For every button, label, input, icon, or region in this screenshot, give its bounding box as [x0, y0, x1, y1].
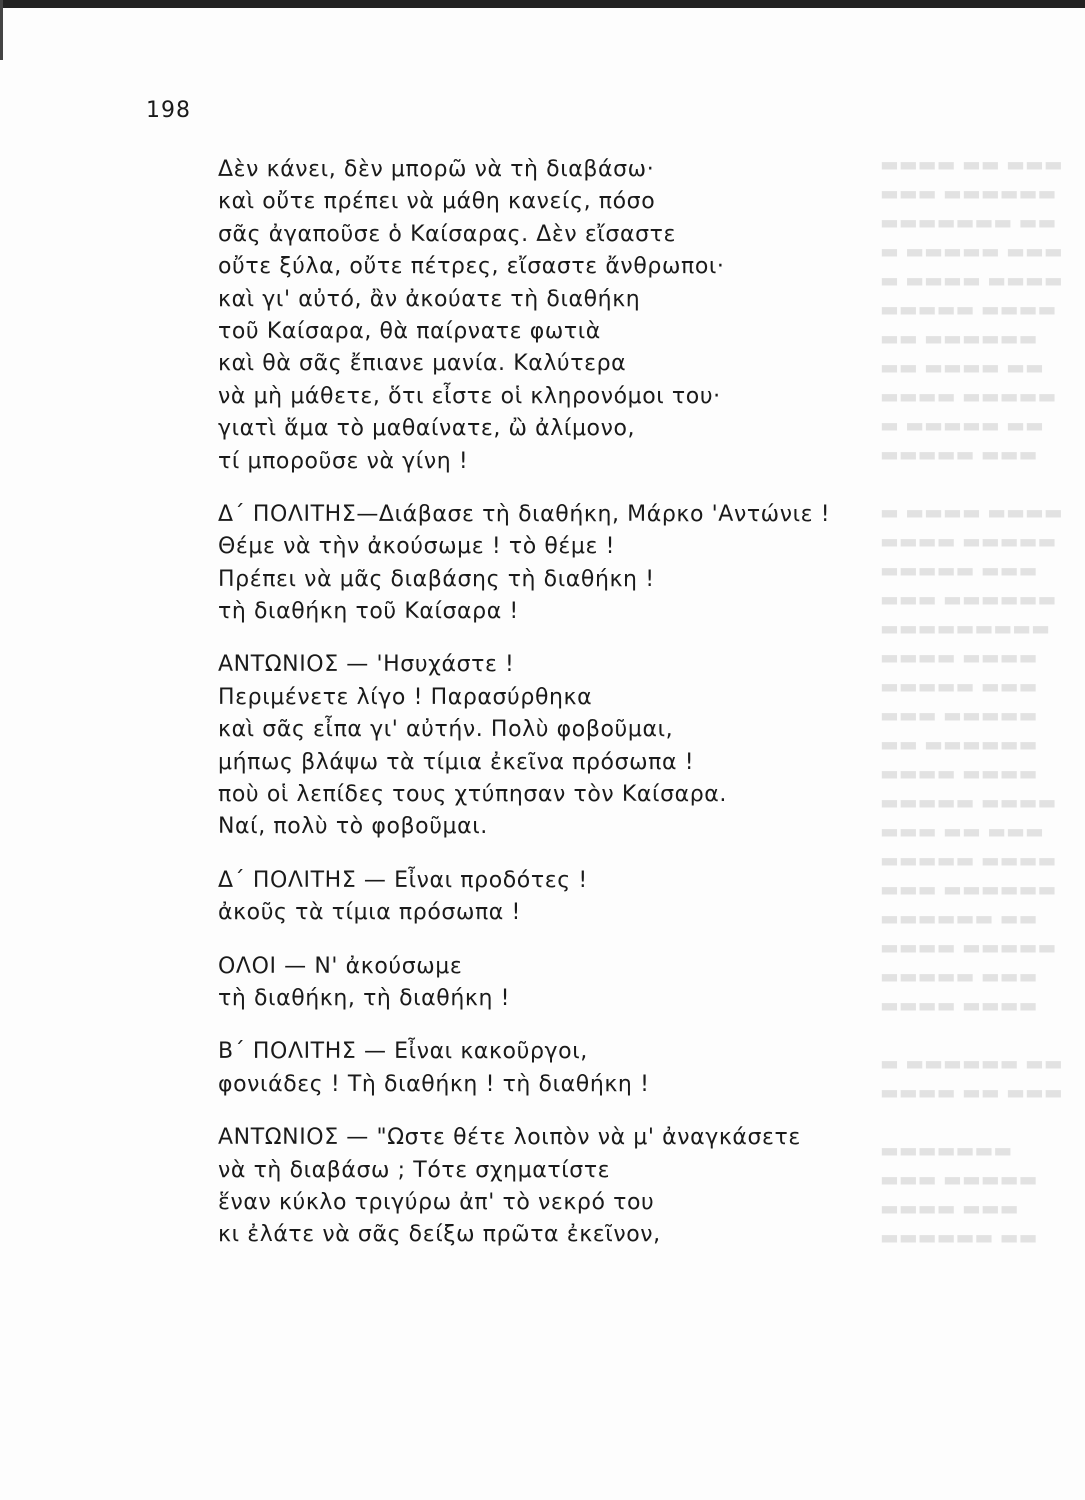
speaker-line: Δ΄ ΠΟΛΙΤΗΣ — Εἶναι προδότες ! [218, 867, 588, 893]
text-line: τοῦ Καίσαρα, θὰ παίρνατε φωτιὰ [218, 318, 601, 344]
text-line: ἕναν κύκλο τριγύρω ἀπ' τὸ νεκρό του [218, 1189, 655, 1215]
text-line: νὰ τὴ διαβάσω ; Τότε σχηματίστε [218, 1157, 611, 1183]
text-line: καὶ θὰ σᾶς ἔπιανε μανία. Καλύτερα [218, 351, 627, 377]
scan-left-border [0, 0, 3, 60]
text-line: σᾶς ἀγαποῦσε ὁ Καίσαρας. Δὲν εἴσαστε [218, 221, 676, 247]
stanza [218, 649, 918, 843]
text-line: τὴ διαθήκη, τὴ διαθήκη ! [218, 985, 510, 1011]
speaker-line: ΑΝΤΩΝΙΟΣ — "Ωστε θέτε λοιπὸν νὰ μ' ἀναγκάσετε [218, 1125, 801, 1151]
text-line: καὶ οὔτε πρέπει νὰ μάθη κανείς, πόσο [218, 189, 656, 215]
text-line: μήπως βλάψω τὰ τίμια ἐκεῖνα πρόσωπα ! [218, 749, 695, 775]
text-line: τί μποροῦσε νὰ γίνη ! [218, 448, 469, 474]
text-line: Πρέπει νὰ μᾶς διαβάσης τὴ διαθήκη ! [218, 566, 655, 592]
stanza [218, 154, 918, 478]
stanza [218, 1122, 918, 1252]
text-line: καὶ γι' αὐτό, ἂν ἀκούατε τὴ διαθήκη [218, 286, 641, 312]
text-line: γιατὶ ἅμα τὸ μαθαίνατε, ὢ ἀλίμονο, [218, 416, 636, 442]
speaker-line: ΑΝΤΩΝΙΟΣ — 'Ησυχάστε ! [218, 652, 515, 678]
stanza [218, 865, 918, 930]
scan-top-border [0, 0, 1085, 8]
stanza [218, 1036, 918, 1101]
text-line: καὶ σᾶς εἶπα γι' αὐτήν. Πολὺ φοβοῦμαι, [218, 717, 674, 743]
text-line: οὔτε ξύλα, οὔτε πέτρες, εἴσαστε ἄνθρωποι· [218, 254, 725, 280]
play-text [218, 154, 918, 1252]
speaker-line: Β΄ ΠΟΛΙΤΗΣ — Εἶναι κακοῦργοι, [218, 1039, 588, 1065]
text-line: φονιάδες ! Τὴ διαθήκη ! τὴ διαθήκη ! [218, 1071, 650, 1097]
text-line: ἀκοῦς τὰ τίμια πρόσωπα ! [218, 900, 521, 926]
text-line: κι ἐλάτε νὰ σᾶς δείξω πρῶτα ἐκεῖνον, [218, 1222, 661, 1248]
text-line: τὴ διαθήκη τοῦ Καίσαρα ! [218, 599, 519, 625]
speaker-line: Δ΄ ΠΟΛΙΤΗΣ—Διάβασε τὴ διαθήκη, Μάρκο 'Αντώνιε ! [218, 501, 831, 527]
bleed-through-texture: ▬▬▬▬ ▬▬ ▬▬▬ ▬▬▬ ▬▬▬▬▬▬ ▬▬▬▬▬▬▬ ▬▬ ▬ ▬▬▬▬▬ ▬▬▬ ▬ ▬▬▬▬ ▬▬▬▬ ▬▬▬▬▬ ▬▬▬▬ ▬▬ ▬▬▬▬▬▬ ▬▬ ▬▬▬▬ ▬▬ ▬▬▬▬ ▬▬▬▬▬ ▬ ▬▬▬▬▬ ▬▬ ▬▬▬▬▬ ▬▬▬ ▬ ▬▬▬▬ ▬▬▬▬ ▬▬▬▬ ▬▬▬▬▬ ▬▬▬▬▬ ▬▬▬ ▬▬▬ ▬▬▬▬▬▬ ▬▬▬▬▬▬▬▬▬ ▬▬▬▬ ▬▬▬▬ ▬▬▬▬▬ ▬▬▬ ▬▬▬ ▬▬▬▬▬ ▬▬ ▬▬▬▬▬▬ ▬▬▬▬ ▬▬▬▬ ▬▬▬▬▬ ▬▬▬▬ ▬▬▬ ▬▬ ▬▬▬ ▬▬▬▬▬ ▬▬▬▬ ▬▬▬ ▬▬▬▬▬▬ ▬▬▬▬▬▬ ▬▬ ▬▬▬▬ ▬▬▬▬▬ ▬▬▬▬▬ ▬▬▬ ▬▬▬▬ ▬▬▬▬ ▬ ▬▬▬▬▬▬ ▬▬ ▬▬▬▬ ▬▬ ▬▬▬ ▬▬▬▬▬▬▬ ▬▬▬ ▬▬▬▬▬ ▬▬▬▬ ▬▬▬ ▬▬▬▬▬▬ ▬▬ [880, 152, 1063, 1249]
text-line: Δὲν κάνει, δὲν μπορῶ νὰ τὴ διαβάσω· [218, 157, 655, 182]
text-line: ποὺ οἱ λεπίδες τους χτύπησαν τὸν Καίσαρα. [218, 782, 727, 808]
text-line: Θέμε νὰ τὴν ἀκούσωμε ! τὸ θέμε ! [218, 534, 616, 560]
stanza [218, 499, 918, 629]
text-line: Ναί, πολὺ τὸ φοβοῦμαι. [218, 814, 488, 840]
text-line: Περιμένετε λίγο ! Παρασύρθηκα [218, 684, 593, 710]
text-line: νὰ μὴ μάθετε, ὅτι εἶστε οἱ κληρονόμοι του· [218, 383, 721, 409]
stanza [218, 951, 918, 1016]
speaker-line: ΟΛΟΙ — Ν' ἀκούσωμε [218, 953, 463, 979]
page-number: 198 [146, 98, 191, 123]
